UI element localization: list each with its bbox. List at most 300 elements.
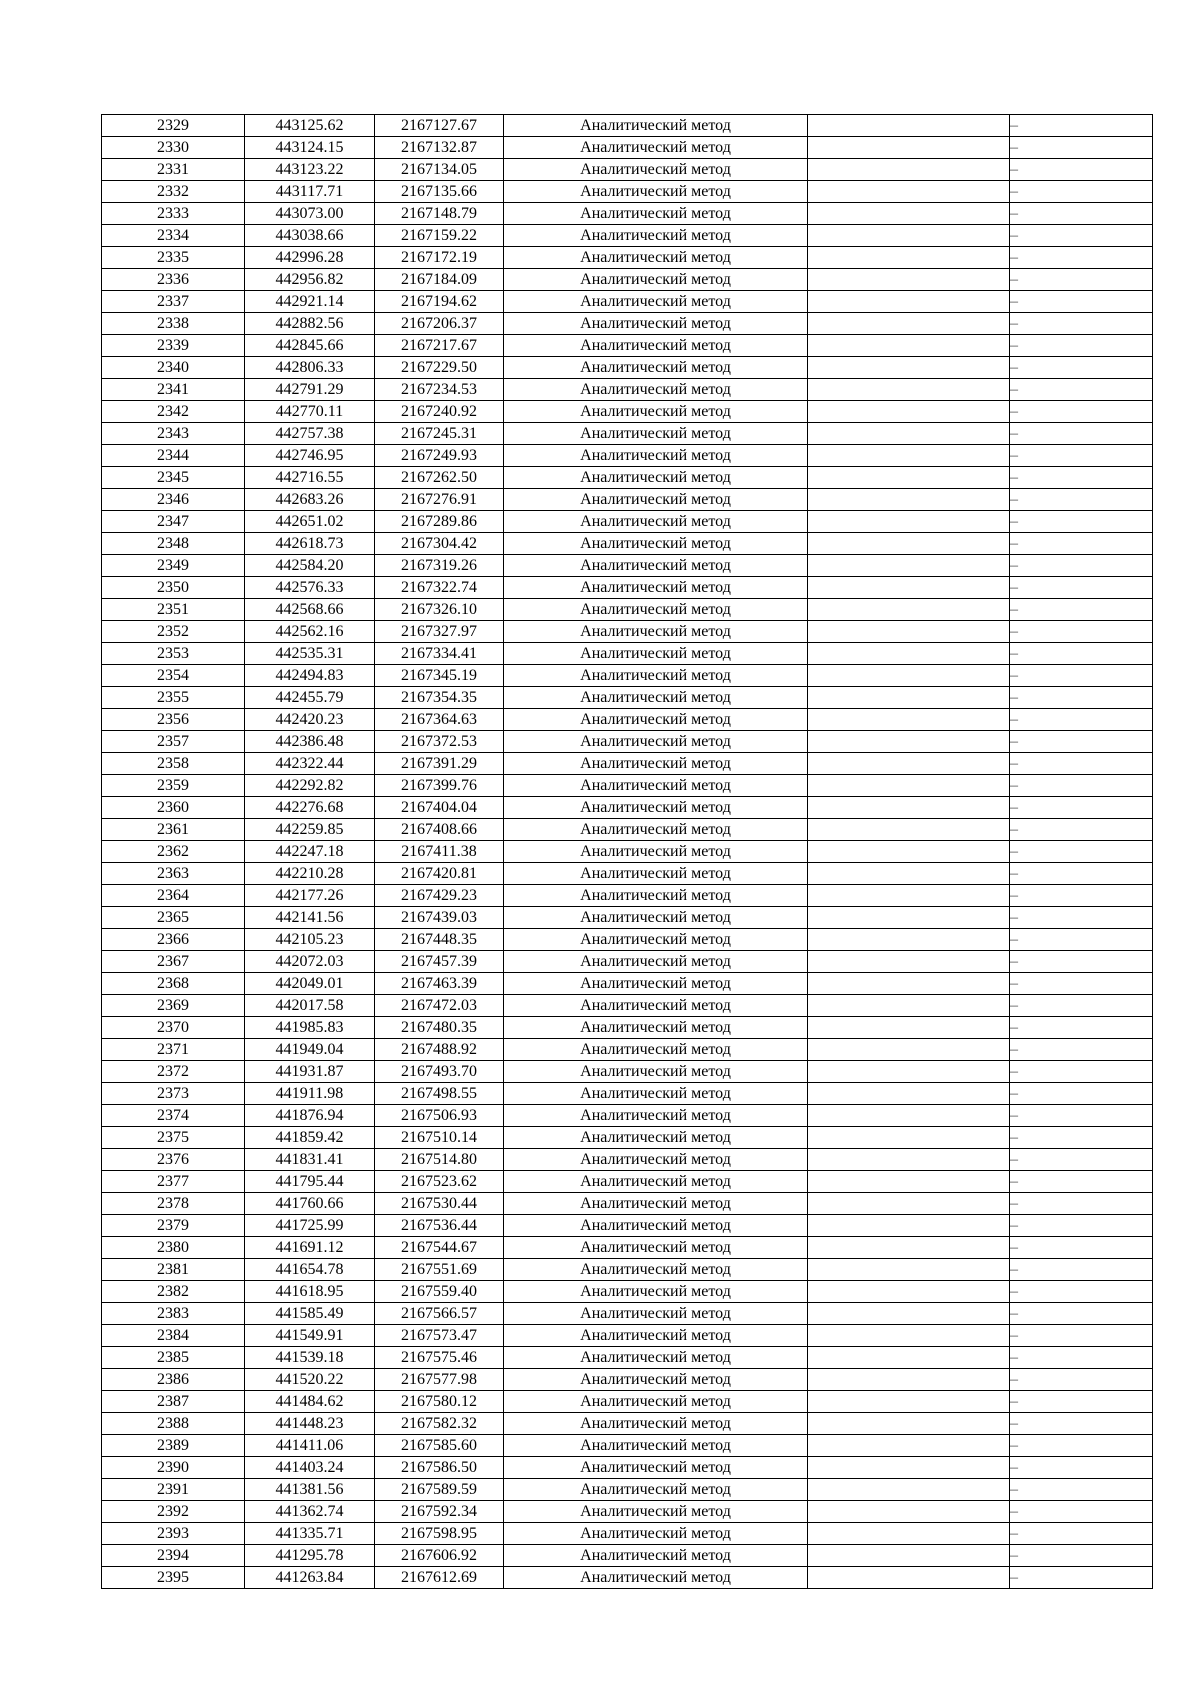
empty-cell (808, 423, 1010, 445)
table-row (102, 1435, 1153, 1457)
dash-cell: – (1010, 1391, 1153, 1413)
empty-cell (808, 1325, 1010, 1347)
y-coordinate-cell: 2167506.93 (375, 1105, 504, 1127)
dash-cell: – (1010, 1281, 1153, 1303)
method-cell: Аналитический метод (504, 995, 808, 1017)
method-cell: Аналитический метод (504, 357, 808, 379)
y-coordinate-cell: 2167544.67 (375, 1237, 504, 1259)
point-number-cell: 2379 (102, 1215, 245, 1237)
point-number-cell: 2362 (102, 841, 245, 863)
y-coordinate-cell: 2167493.70 (375, 1061, 504, 1083)
y-coordinate-cell: 2167559.40 (375, 1281, 504, 1303)
table-row (102, 775, 1153, 797)
x-coordinate-cell: 442049.01 (245, 973, 375, 995)
dash-cell: – (1010, 1039, 1153, 1061)
x-coordinate-cell: 441931.87 (245, 1061, 375, 1083)
y-coordinate-cell: 2167589.59 (375, 1479, 504, 1501)
table-row (102, 1149, 1153, 1171)
point-number-cell: 2382 (102, 1281, 245, 1303)
table-row (102, 445, 1153, 467)
method-cell: Аналитический метод (504, 797, 808, 819)
x-coordinate-cell: 442956.82 (245, 269, 375, 291)
method-cell: Аналитический метод (504, 269, 808, 291)
point-number-cell: 2367 (102, 951, 245, 973)
x-coordinate-cell: 442996.28 (245, 247, 375, 269)
empty-cell (808, 1061, 1010, 1083)
y-coordinate-cell: 2167606.92 (375, 1545, 504, 1567)
point-number-cell: 2330 (102, 137, 245, 159)
y-coordinate-cell: 2167582.32 (375, 1413, 504, 1435)
x-coordinate-cell: 441985.83 (245, 1017, 375, 1039)
dash-cell: – (1010, 599, 1153, 621)
table-row (102, 1413, 1153, 1435)
table-row (102, 643, 1153, 665)
y-coordinate-cell: 2167463.39 (375, 973, 504, 995)
x-coordinate-cell: 442618.73 (245, 533, 375, 555)
y-coordinate-cell: 2167612.69 (375, 1567, 504, 1589)
method-cell: Аналитический метод (504, 1127, 808, 1149)
table-row (102, 137, 1153, 159)
y-coordinate-cell: 2167184.09 (375, 269, 504, 291)
point-number-cell: 2332 (102, 181, 245, 203)
point-number-cell: 2393 (102, 1523, 245, 1545)
x-coordinate-cell: 442141.56 (245, 907, 375, 929)
x-coordinate-cell: 442386.48 (245, 731, 375, 753)
dash-cell: – (1010, 445, 1153, 467)
table-row (102, 489, 1153, 511)
method-cell: Аналитический метод (504, 335, 808, 357)
x-coordinate-cell: 442806.33 (245, 357, 375, 379)
dash-cell: – (1010, 313, 1153, 335)
x-coordinate-cell: 442770.11 (245, 401, 375, 423)
x-coordinate-cell: 441362.74 (245, 1501, 375, 1523)
x-coordinate-cell: 443125.62 (245, 115, 375, 137)
empty-cell (808, 1149, 1010, 1171)
point-number-cell: 2384 (102, 1325, 245, 1347)
method-cell: Аналитический метод (504, 731, 808, 753)
method-cell: Аналитический метод (504, 1237, 808, 1259)
dash-cell: – (1010, 423, 1153, 445)
method-cell: Аналитический метод (504, 973, 808, 995)
table-row (102, 1347, 1153, 1369)
y-coordinate-cell: 2167289.86 (375, 511, 504, 533)
method-cell: Аналитический метод (504, 225, 808, 247)
empty-cell (808, 995, 1010, 1017)
x-coordinate-cell: 442562.16 (245, 621, 375, 643)
x-coordinate-cell: 441876.94 (245, 1105, 375, 1127)
y-coordinate-cell: 2167262.50 (375, 467, 504, 489)
y-coordinate-cell: 2167172.19 (375, 247, 504, 269)
dash-cell: – (1010, 643, 1153, 665)
empty-cell (808, 885, 1010, 907)
point-number-cell: 2388 (102, 1413, 245, 1435)
table-row (102, 1457, 1153, 1479)
table-row (102, 1545, 1153, 1567)
method-cell: Аналитический метод (504, 1061, 808, 1083)
table-row (102, 1127, 1153, 1149)
x-coordinate-cell: 442494.83 (245, 665, 375, 687)
method-cell: Аналитический метод (504, 423, 808, 445)
table-row (102, 797, 1153, 819)
point-number-cell: 2372 (102, 1061, 245, 1083)
empty-cell (808, 1347, 1010, 1369)
table-row (102, 577, 1153, 599)
dash-cell: – (1010, 269, 1153, 291)
method-cell: Аналитический метод (504, 115, 808, 137)
method-cell: Аналитический метод (504, 445, 808, 467)
x-coordinate-cell: 442576.33 (245, 577, 375, 599)
dash-cell: – (1010, 1105, 1153, 1127)
y-coordinate-cell: 2167448.35 (375, 929, 504, 951)
dash-cell: – (1010, 1193, 1153, 1215)
y-coordinate-cell: 2167148.79 (375, 203, 504, 225)
method-cell: Аналитический метод (504, 841, 808, 863)
dash-cell: – (1010, 819, 1153, 841)
point-number-cell: 2375 (102, 1127, 245, 1149)
dash-cell: – (1010, 357, 1153, 379)
table-row (102, 225, 1153, 247)
y-coordinate-cell: 2167372.53 (375, 731, 504, 753)
point-number-cell: 2345 (102, 467, 245, 489)
y-coordinate-cell: 2167404.04 (375, 797, 504, 819)
empty-cell (808, 1237, 1010, 1259)
empty-cell (808, 313, 1010, 335)
dash-cell: – (1010, 1545, 1153, 1567)
empty-cell (808, 1413, 1010, 1435)
x-coordinate-cell: 441549.91 (245, 1325, 375, 1347)
x-coordinate-cell: 442921.14 (245, 291, 375, 313)
dash-cell: – (1010, 115, 1153, 137)
point-number-cell: 2376 (102, 1149, 245, 1171)
method-cell: Аналитический метод (504, 555, 808, 577)
table-row (102, 1017, 1153, 1039)
dash-cell: – (1010, 1171, 1153, 1193)
method-cell: Аналитический метод (504, 401, 808, 423)
method-cell: Аналитический метод (504, 511, 808, 533)
dash-cell: – (1010, 247, 1153, 269)
table-row (102, 1391, 1153, 1413)
dash-cell: – (1010, 753, 1153, 775)
dash-cell: – (1010, 1523, 1153, 1545)
x-coordinate-cell: 443123.22 (245, 159, 375, 181)
method-cell: Аналитический метод (504, 489, 808, 511)
method-cell: Аналитический метод (504, 203, 808, 225)
x-coordinate-cell: 442683.26 (245, 489, 375, 511)
x-coordinate-cell: 442535.31 (245, 643, 375, 665)
empty-cell (808, 159, 1010, 181)
dash-cell: – (1010, 1149, 1153, 1171)
point-number-cell: 2391 (102, 1479, 245, 1501)
method-cell: Аналитический метод (504, 687, 808, 709)
dash-cell: – (1010, 1325, 1153, 1347)
empty-cell (808, 1259, 1010, 1281)
dash-cell: – (1010, 621, 1153, 643)
method-cell: Аналитический метод (504, 1435, 808, 1457)
empty-cell (808, 599, 1010, 621)
table-row (102, 907, 1153, 929)
empty-cell (808, 665, 1010, 687)
table-row (102, 753, 1153, 775)
y-coordinate-cell: 2167322.74 (375, 577, 504, 599)
point-number-cell: 2331 (102, 159, 245, 181)
table-row (102, 1083, 1153, 1105)
table-row (102, 731, 1153, 753)
method-cell: Аналитический метод (504, 1171, 808, 1193)
y-coordinate-cell: 2167249.93 (375, 445, 504, 467)
method-cell: Аналитический метод (504, 313, 808, 335)
y-coordinate-cell: 2167575.46 (375, 1347, 504, 1369)
x-coordinate-cell: 441949.04 (245, 1039, 375, 1061)
table-row (102, 1237, 1153, 1259)
method-cell: Аналитический метод (504, 1259, 808, 1281)
dash-cell: – (1010, 379, 1153, 401)
dash-cell: – (1010, 995, 1153, 1017)
empty-cell (808, 863, 1010, 885)
point-number-cell: 2355 (102, 687, 245, 709)
method-cell: Аналитический метод (504, 1083, 808, 1105)
x-coordinate-cell: 442845.66 (245, 335, 375, 357)
table-row (102, 401, 1153, 423)
y-coordinate-cell: 2167304.42 (375, 533, 504, 555)
x-coordinate-cell: 442105.23 (245, 929, 375, 951)
x-coordinate-cell: 441335.71 (245, 1523, 375, 1545)
empty-cell (808, 731, 1010, 753)
dash-cell: – (1010, 137, 1153, 159)
empty-cell (808, 137, 1010, 159)
point-number-cell: 2329 (102, 115, 245, 137)
dash-cell: – (1010, 1501, 1153, 1523)
point-number-cell: 2336 (102, 269, 245, 291)
y-coordinate-cell: 2167523.62 (375, 1171, 504, 1193)
table-row (102, 467, 1153, 489)
empty-cell (808, 291, 1010, 313)
dash-cell: – (1010, 951, 1153, 973)
empty-cell (808, 951, 1010, 973)
method-cell: Аналитический метод (504, 1347, 808, 1369)
table-row (102, 115, 1153, 137)
x-coordinate-cell: 441448.23 (245, 1413, 375, 1435)
table-row (102, 1039, 1153, 1061)
y-coordinate-cell: 2167566.57 (375, 1303, 504, 1325)
point-number-cell: 2357 (102, 731, 245, 753)
empty-cell (808, 533, 1010, 555)
table-row (102, 1369, 1153, 1391)
dash-cell: – (1010, 1347, 1153, 1369)
point-number-cell: 2371 (102, 1039, 245, 1061)
method-cell: Аналитический метод (504, 247, 808, 269)
point-number-cell: 2365 (102, 907, 245, 929)
y-coordinate-cell: 2167530.44 (375, 1193, 504, 1215)
table-row (102, 159, 1153, 181)
y-coordinate-cell: 2167592.34 (375, 1501, 504, 1523)
x-coordinate-cell: 441831.41 (245, 1149, 375, 1171)
method-cell: Аналитический метод (504, 929, 808, 951)
table-row (102, 863, 1153, 885)
point-number-cell: 2373 (102, 1083, 245, 1105)
method-cell: Аналитический метод (504, 819, 808, 841)
empty-cell (808, 247, 1010, 269)
y-coordinate-cell: 2167334.41 (375, 643, 504, 665)
dash-cell: – (1010, 1369, 1153, 1391)
dash-cell: – (1010, 665, 1153, 687)
table-row (102, 181, 1153, 203)
dash-cell: – (1010, 797, 1153, 819)
dash-cell: – (1010, 1017, 1153, 1039)
coordinates-table (101, 114, 1153, 1589)
point-number-cell: 2358 (102, 753, 245, 775)
y-coordinate-cell: 2167206.37 (375, 313, 504, 335)
empty-cell (808, 1215, 1010, 1237)
x-coordinate-cell: 441654.78 (245, 1259, 375, 1281)
x-coordinate-cell: 441484.62 (245, 1391, 375, 1413)
y-coordinate-cell: 2167498.55 (375, 1083, 504, 1105)
empty-cell (808, 907, 1010, 929)
x-coordinate-cell: 442584.20 (245, 555, 375, 577)
dash-cell: – (1010, 1083, 1153, 1105)
empty-cell (808, 577, 1010, 599)
point-number-cell: 2377 (102, 1171, 245, 1193)
point-number-cell: 2352 (102, 621, 245, 643)
y-coordinate-cell: 2167399.76 (375, 775, 504, 797)
y-coordinate-cell: 2167135.66 (375, 181, 504, 203)
x-coordinate-cell: 441760.66 (245, 1193, 375, 1215)
dash-cell: – (1010, 291, 1153, 313)
empty-cell (808, 203, 1010, 225)
dash-cell: – (1010, 159, 1153, 181)
method-cell: Аналитический метод (504, 1413, 808, 1435)
point-number-cell: 2387 (102, 1391, 245, 1413)
x-coordinate-cell: 442746.95 (245, 445, 375, 467)
dash-cell: – (1010, 555, 1153, 577)
empty-cell (808, 1017, 1010, 1039)
method-cell: Аналитический метод (504, 863, 808, 885)
table-row (102, 335, 1153, 357)
x-coordinate-cell: 441263.84 (245, 1567, 375, 1589)
point-number-cell: 2346 (102, 489, 245, 511)
dash-cell: – (1010, 1237, 1153, 1259)
y-coordinate-cell: 2167551.69 (375, 1259, 504, 1281)
y-coordinate-cell: 2167488.92 (375, 1039, 504, 1061)
table-row (102, 973, 1153, 995)
point-number-cell: 2374 (102, 1105, 245, 1127)
table-row (102, 819, 1153, 841)
table-row (102, 665, 1153, 687)
point-number-cell: 2359 (102, 775, 245, 797)
y-coordinate-cell: 2167514.80 (375, 1149, 504, 1171)
table-row (102, 1567, 1153, 1589)
y-coordinate-cell: 2167217.67 (375, 335, 504, 357)
empty-cell (808, 643, 1010, 665)
point-number-cell: 2347 (102, 511, 245, 533)
table-row (102, 203, 1153, 225)
point-number-cell: 2370 (102, 1017, 245, 1039)
table-row (102, 1281, 1153, 1303)
table-row (102, 511, 1153, 533)
empty-cell (808, 687, 1010, 709)
x-coordinate-cell: 443124.15 (245, 137, 375, 159)
table-row (102, 1061, 1153, 1083)
y-coordinate-cell: 2167472.03 (375, 995, 504, 1017)
x-coordinate-cell: 442568.66 (245, 599, 375, 621)
point-number-cell: 2344 (102, 445, 245, 467)
y-coordinate-cell: 2167326.10 (375, 599, 504, 621)
point-number-cell: 2369 (102, 995, 245, 1017)
dash-cell: – (1010, 841, 1153, 863)
x-coordinate-cell: 442017.58 (245, 995, 375, 1017)
method-cell: Аналитический метод (504, 1567, 808, 1589)
table-row (102, 1215, 1153, 1237)
y-coordinate-cell: 2167580.12 (375, 1391, 504, 1413)
method-cell: Аналитический метод (504, 1545, 808, 1567)
method-cell: Аналитический метод (504, 621, 808, 643)
point-number-cell: 2334 (102, 225, 245, 247)
empty-cell (808, 621, 1010, 643)
y-coordinate-cell: 2167245.31 (375, 423, 504, 445)
y-coordinate-cell: 2167345.19 (375, 665, 504, 687)
x-coordinate-cell: 441618.95 (245, 1281, 375, 1303)
dash-cell: – (1010, 181, 1153, 203)
method-cell: Аналитический метод (504, 951, 808, 973)
dash-cell: – (1010, 1567, 1153, 1589)
point-number-cell: 2361 (102, 819, 245, 841)
y-coordinate-cell: 2167134.05 (375, 159, 504, 181)
dash-cell: – (1010, 885, 1153, 907)
x-coordinate-cell: 441859.42 (245, 1127, 375, 1149)
empty-cell (808, 929, 1010, 951)
x-coordinate-cell: 441403.24 (245, 1457, 375, 1479)
x-coordinate-cell: 442210.28 (245, 863, 375, 885)
dash-cell: – (1010, 775, 1153, 797)
x-coordinate-cell: 442259.85 (245, 819, 375, 841)
empty-cell (808, 1171, 1010, 1193)
empty-cell (808, 445, 1010, 467)
x-coordinate-cell: 442791.29 (245, 379, 375, 401)
table-row (102, 599, 1153, 621)
table-row (102, 1105, 1153, 1127)
x-coordinate-cell: 441539.18 (245, 1347, 375, 1369)
empty-cell (808, 775, 1010, 797)
empty-cell (808, 181, 1010, 203)
empty-cell (808, 973, 1010, 995)
y-coordinate-cell: 2167457.39 (375, 951, 504, 973)
y-coordinate-cell: 2167598.95 (375, 1523, 504, 1545)
y-coordinate-cell: 2167586.50 (375, 1457, 504, 1479)
y-coordinate-cell: 2167159.22 (375, 225, 504, 247)
point-number-cell: 2363 (102, 863, 245, 885)
empty-cell (808, 1105, 1010, 1127)
y-coordinate-cell: 2167132.87 (375, 137, 504, 159)
x-coordinate-cell: 441585.49 (245, 1303, 375, 1325)
method-cell: Аналитический метод (504, 907, 808, 929)
empty-cell (808, 467, 1010, 489)
method-cell: Аналитический метод (504, 753, 808, 775)
y-coordinate-cell: 2167536.44 (375, 1215, 504, 1237)
method-cell: Аналитический метод (504, 1017, 808, 1039)
table-row (102, 269, 1153, 291)
x-coordinate-cell: 442276.68 (245, 797, 375, 819)
empty-cell (808, 1501, 1010, 1523)
x-coordinate-cell: 442072.03 (245, 951, 375, 973)
y-coordinate-cell: 2167480.35 (375, 1017, 504, 1039)
point-number-cell: 2342 (102, 401, 245, 423)
point-number-cell: 2378 (102, 1193, 245, 1215)
table-row (102, 1523, 1153, 1545)
y-coordinate-cell: 2167319.26 (375, 555, 504, 577)
empty-cell (808, 401, 1010, 423)
point-number-cell: 2341 (102, 379, 245, 401)
dash-cell: – (1010, 467, 1153, 489)
empty-cell (808, 115, 1010, 137)
